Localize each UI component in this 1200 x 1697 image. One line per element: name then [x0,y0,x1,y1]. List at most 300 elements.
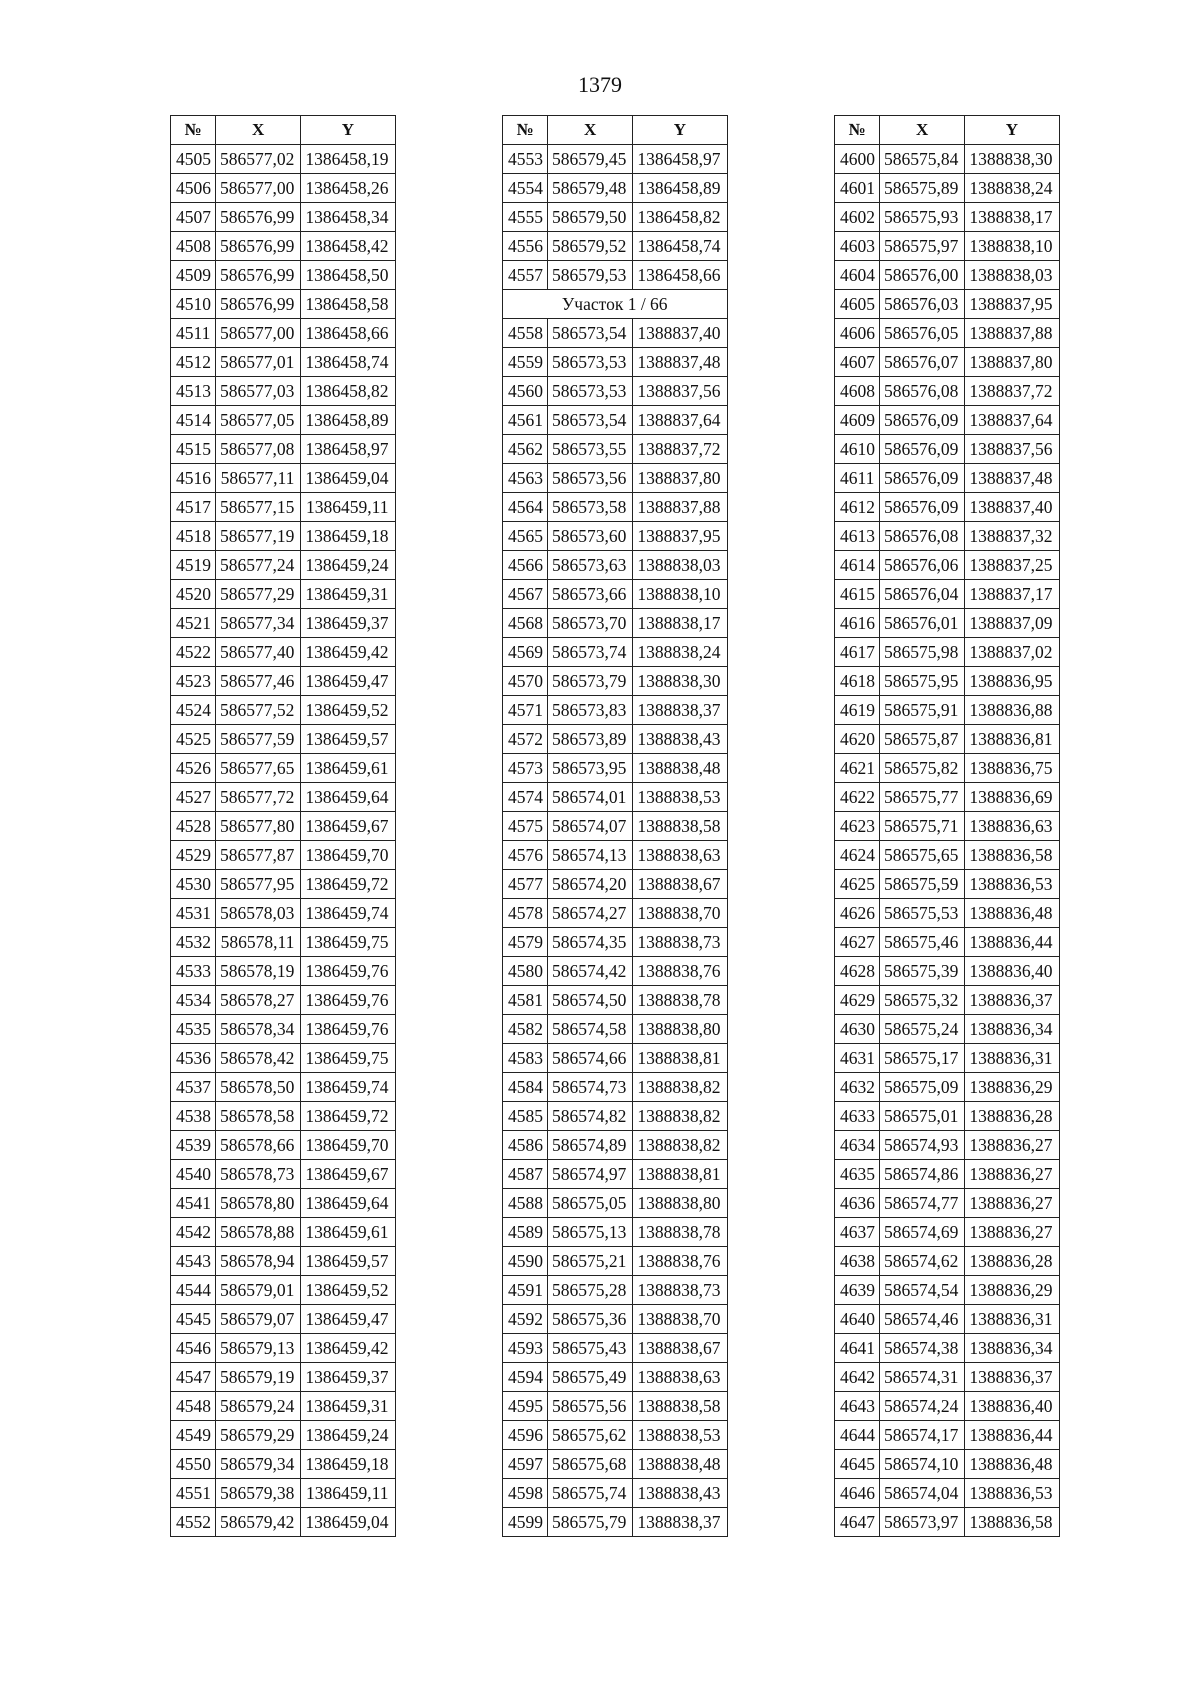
y-coordinate-cell: 1386459,75 [301,928,395,957]
x-coordinate-cell: 586579,50 [548,203,633,232]
y-coordinate-cell: 1388838,82 [633,1102,727,1131]
table-row [171,290,396,319]
y-coordinate-cell: 1388838,24 [633,638,727,667]
table-row [503,957,728,986]
table-row [171,1421,396,1450]
x-coordinate-cell: 586577,00 [216,319,301,348]
point-number-cell: 4585 [503,1102,548,1131]
table-row [503,783,728,812]
table-row [171,319,396,348]
x-coordinate-cell: 586579,42 [216,1508,301,1537]
y-coordinate-cell: 1388838,53 [633,1421,727,1450]
x-coordinate-cell: 586576,05 [880,319,965,348]
point-number-cell: 4541 [171,1189,216,1218]
table-row [503,1015,728,1044]
x-coordinate-cell: 586573,66 [548,580,633,609]
point-number-cell: 4509 [171,261,216,290]
x-coordinate-cell: 586577,01 [216,348,301,377]
table-row [835,1160,1060,1189]
point-number-cell: 4600 [835,145,880,174]
table-row [503,986,728,1015]
point-number-cell: 4598 [503,1479,548,1508]
y-coordinate-cell: 1388836,53 [965,870,1059,899]
point-number-cell: 4519 [171,551,216,580]
y-coordinate-cell: 1386458,26 [301,174,395,203]
point-number-cell: 4545 [171,1305,216,1334]
table-row [835,1102,1060,1131]
x-coordinate-cell: 586574,10 [880,1450,965,1479]
point-number-cell: 4566 [503,551,548,580]
x-coordinate-cell: 586576,01 [880,609,965,638]
x-coordinate-cell: 586574,66 [548,1044,633,1073]
table-row [835,348,1060,377]
y-coordinate-cell: 1386458,89 [301,406,395,435]
table-row [171,841,396,870]
table-row [835,754,1060,783]
y-coordinate-cell: 1386459,18 [301,1450,395,1479]
point-number-cell: 4571 [503,696,548,725]
x-coordinate-cell: 586578,80 [216,1189,301,1218]
table-row [503,1363,728,1392]
x-coordinate-cell: 586577,11 [216,464,301,493]
x-coordinate-cell: 586573,55 [548,435,633,464]
table-row [503,232,728,261]
table-header-row [171,116,396,145]
point-number-cell: 4584 [503,1073,548,1102]
x-coordinate-cell: 586575,97 [880,232,965,261]
x-coordinate-cell: 586576,07 [880,348,965,377]
table-row [503,1305,728,1334]
table-row [835,957,1060,986]
point-number-cell: 4586 [503,1131,548,1160]
table-row [171,377,396,406]
table-row [835,1363,1060,1392]
x-coordinate-cell: 586575,84 [880,145,965,174]
x-coordinate-cell: 586575,93 [880,203,965,232]
point-number-cell: 4628 [835,957,880,986]
point-number-cell: 4520 [171,580,216,609]
table-row [503,551,728,580]
table-row [171,232,396,261]
point-number-cell: 4587 [503,1160,548,1189]
column-header-x: X [548,116,633,145]
y-coordinate-cell: 1388838,80 [633,1015,727,1044]
table-row [171,1305,396,1334]
point-number-cell: 4630 [835,1015,880,1044]
y-coordinate-cell: 1388838,48 [633,1450,727,1479]
point-number-cell: 4533 [171,957,216,986]
x-coordinate-cell: 586577,59 [216,725,301,754]
y-coordinate-cell: 1386458,82 [633,203,727,232]
y-coordinate-cell: 1388837,88 [633,493,727,522]
table-row [835,928,1060,957]
table-row [171,696,396,725]
x-coordinate-cell: 586574,38 [880,1334,965,1363]
table-row [835,464,1060,493]
x-coordinate-cell: 586574,77 [880,1189,965,1218]
table-row [835,406,1060,435]
x-coordinate-cell: 586575,21 [548,1247,633,1276]
x-coordinate-cell: 586577,34 [216,609,301,638]
y-coordinate-cell: 1388838,53 [633,783,727,812]
y-coordinate-cell: 1388837,95 [965,290,1059,319]
y-coordinate-cell: 1386458,74 [633,232,727,261]
y-coordinate-cell: 1388838,76 [633,957,727,986]
point-number-cell: 4517 [171,493,216,522]
y-coordinate-cell: 1386458,66 [301,319,395,348]
point-number-cell: 4606 [835,319,880,348]
x-coordinate-cell: 586575,91 [880,696,965,725]
table-row [503,1189,728,1218]
x-coordinate-cell: 586578,27 [216,986,301,1015]
table-row [835,232,1060,261]
y-coordinate-cell: 1388838,78 [633,986,727,1015]
x-coordinate-cell: 586573,54 [548,406,633,435]
x-coordinate-cell: 586573,53 [548,348,633,377]
point-number-cell: 4560 [503,377,548,406]
y-coordinate-cell: 1388836,63 [965,812,1059,841]
y-coordinate-cell: 1386459,37 [301,609,395,638]
table-row [835,1073,1060,1102]
point-number-cell: 4516 [171,464,216,493]
table-row [503,203,728,232]
y-coordinate-cell: 1386459,47 [301,1305,395,1334]
point-number-cell: 4626 [835,899,880,928]
y-coordinate-cell: 1388838,58 [633,812,727,841]
x-coordinate-cell: 586575,74 [548,1479,633,1508]
table-row [503,928,728,957]
x-coordinate-cell: 586579,38 [216,1479,301,1508]
y-coordinate-cell: 1386459,04 [301,464,395,493]
table-row [835,319,1060,348]
point-number-cell: 4577 [503,870,548,899]
point-number-cell: 4508 [171,232,216,261]
point-number-cell: 4521 [171,609,216,638]
y-coordinate-cell: 1388836,53 [965,1479,1059,1508]
y-coordinate-cell: 1388836,40 [965,1392,1059,1421]
column-header-y: Y [965,116,1059,145]
y-coordinate-cell: 1386459,04 [301,1508,395,1537]
table-row [171,261,396,290]
table-row [835,696,1060,725]
x-coordinate-cell: 586577,52 [216,696,301,725]
table-header-row [835,116,1060,145]
y-coordinate-cell: 1386458,50 [301,261,395,290]
x-coordinate-cell: 586579,13 [216,1334,301,1363]
y-coordinate-cell: 1388836,31 [965,1044,1059,1073]
point-number-cell: 4576 [503,841,548,870]
table-row [503,1044,728,1073]
table-row [171,1189,396,1218]
y-coordinate-cell: 1386459,70 [301,841,395,870]
table-row [171,638,396,667]
point-number-cell: 4605 [835,290,880,319]
point-number-cell: 4646 [835,1479,880,1508]
table-row [835,1131,1060,1160]
point-number-cell: 4561 [503,406,548,435]
y-coordinate-cell: 1388837,25 [965,551,1059,580]
y-coordinate-cell: 1388838,70 [633,1305,727,1334]
y-coordinate-cell: 1388837,56 [633,377,727,406]
x-coordinate-cell: 586575,05 [548,1189,633,1218]
table-row [171,957,396,986]
x-coordinate-cell: 586576,09 [880,464,965,493]
x-coordinate-cell: 586574,13 [548,841,633,870]
point-number-cell: 4601 [835,174,880,203]
x-coordinate-cell: 586579,29 [216,1421,301,1450]
x-coordinate-cell: 586576,09 [880,406,965,435]
point-number-cell: 4539 [171,1131,216,1160]
point-number-cell: 4635 [835,1160,880,1189]
x-coordinate-cell: 586579,01 [216,1276,301,1305]
table-row [503,406,728,435]
x-coordinate-cell: 586574,69 [880,1218,965,1247]
y-coordinate-cell: 1388836,69 [965,783,1059,812]
x-coordinate-cell: 586575,56 [548,1392,633,1421]
table-row [835,435,1060,464]
coordinate-table-right [834,115,1060,1537]
table-row [503,493,728,522]
table-row [835,638,1060,667]
y-coordinate-cell: 1388836,27 [965,1218,1059,1247]
x-coordinate-cell: 586578,58 [216,1102,301,1131]
point-number-cell: 4632 [835,1073,880,1102]
y-coordinate-cell: 1388838,67 [633,1334,727,1363]
point-number-cell: 4580 [503,957,548,986]
y-coordinate-cell: 1388836,34 [965,1015,1059,1044]
point-number-cell: 4522 [171,638,216,667]
y-coordinate-cell: 1388836,28 [965,1247,1059,1276]
table-row [171,551,396,580]
x-coordinate-cell: 586579,53 [548,261,633,290]
table-row [835,290,1060,319]
table-row [503,841,728,870]
y-coordinate-cell: 1386458,82 [301,377,395,406]
table-row [171,812,396,841]
point-number-cell: 4637 [835,1218,880,1247]
y-coordinate-cell: 1386458,66 [633,261,727,290]
y-coordinate-cell: 1386459,11 [301,493,395,522]
point-number-cell: 4620 [835,725,880,754]
point-number-cell: 4550 [171,1450,216,1479]
x-coordinate-cell: 586578,03 [216,899,301,928]
point-number-cell: 4611 [835,464,880,493]
point-number-cell: 4578 [503,899,548,928]
point-number-cell: 4623 [835,812,880,841]
point-number-cell: 4540 [171,1160,216,1189]
point-number-cell: 4537 [171,1073,216,1102]
x-coordinate-cell: 586577,15 [216,493,301,522]
x-coordinate-cell: 586574,82 [548,1102,633,1131]
point-number-cell: 4574 [503,783,548,812]
y-coordinate-cell: 1386459,18 [301,522,395,551]
x-coordinate-cell: 586578,50 [216,1073,301,1102]
point-number-cell: 4624 [835,841,880,870]
y-coordinate-cell: 1388836,28 [965,1102,1059,1131]
y-coordinate-cell: 1388838,78 [633,1218,727,1247]
table-row [171,1479,396,1508]
column-header-y: Y [301,116,395,145]
point-number-cell: 4604 [835,261,880,290]
point-number-cell: 4556 [503,232,548,261]
y-coordinate-cell: 1388838,30 [633,667,727,696]
x-coordinate-cell: 586576,08 [880,377,965,406]
x-coordinate-cell: 586576,04 [880,580,965,609]
table-row [835,841,1060,870]
x-coordinate-cell: 586573,70 [548,609,633,638]
point-number-cell: 4529 [171,841,216,870]
point-number-cell: 4562 [503,435,548,464]
table-row [171,203,396,232]
y-coordinate-cell: 1388838,67 [633,870,727,899]
point-number-cell: 4575 [503,812,548,841]
y-coordinate-cell: 1388838,24 [965,174,1059,203]
point-number-cell: 4619 [835,696,880,725]
x-coordinate-cell: 586577,72 [216,783,301,812]
x-coordinate-cell: 586574,97 [548,1160,633,1189]
point-number-cell: 4525 [171,725,216,754]
y-coordinate-cell: 1386459,57 [301,1247,395,1276]
table-row [503,1218,728,1247]
x-coordinate-cell: 586577,08 [216,435,301,464]
x-coordinate-cell: 586578,88 [216,1218,301,1247]
table-row [503,1276,728,1305]
y-coordinate-cell: 1388838,81 [633,1044,727,1073]
y-coordinate-cell: 1386458,74 [301,348,395,377]
x-coordinate-cell: 586577,02 [216,145,301,174]
point-number-cell: 4514 [171,406,216,435]
point-number-cell: 4642 [835,1363,880,1392]
column-header-number: № [503,116,548,145]
x-coordinate-cell: 586574,07 [548,812,633,841]
y-coordinate-cell: 1386458,97 [301,435,395,464]
x-coordinate-cell: 586577,80 [216,812,301,841]
x-coordinate-cell: 586577,65 [216,754,301,783]
table-row [503,1334,728,1363]
y-coordinate-cell: 1386459,57 [301,725,395,754]
y-coordinate-cell: 1388836,29 [965,1073,1059,1102]
table-row [835,1450,1060,1479]
x-coordinate-cell: 586577,29 [216,580,301,609]
y-coordinate-cell: 1386459,42 [301,1334,395,1363]
column-header-y: Y [633,116,727,145]
y-coordinate-cell: 1388836,44 [965,1421,1059,1450]
table-row [503,1421,728,1450]
table-row [171,1102,396,1131]
x-coordinate-cell: 586573,58 [548,493,633,522]
y-coordinate-cell: 1388838,82 [633,1131,727,1160]
point-number-cell: 4638 [835,1247,880,1276]
table-row [835,1508,1060,1537]
table-row [835,870,1060,899]
x-coordinate-cell: 586575,32 [880,986,965,1015]
table-row [171,522,396,551]
y-coordinate-cell: 1388836,88 [965,696,1059,725]
table-row [835,667,1060,696]
point-number-cell: 4572 [503,725,548,754]
y-coordinate-cell: 1388838,17 [965,203,1059,232]
table-row [171,1218,396,1247]
point-number-cell: 4595 [503,1392,548,1421]
table-row [171,406,396,435]
table-row [171,1160,396,1189]
x-coordinate-cell: 586576,09 [880,493,965,522]
y-coordinate-cell: 1386459,24 [301,1421,395,1450]
y-coordinate-cell: 1388836,40 [965,957,1059,986]
x-coordinate-cell: 586575,36 [548,1305,633,1334]
x-coordinate-cell: 586577,40 [216,638,301,667]
x-coordinate-cell: 586573,74 [548,638,633,667]
table-row [171,1334,396,1363]
y-coordinate-cell: 1388836,29 [965,1276,1059,1305]
point-number-cell: 4535 [171,1015,216,1044]
point-number-cell: 4614 [835,551,880,580]
x-coordinate-cell: 586574,89 [548,1131,633,1160]
y-coordinate-cell: 1386459,11 [301,1479,395,1508]
point-number-cell: 4506 [171,174,216,203]
y-coordinate-cell: 1388837,09 [965,609,1059,638]
x-coordinate-cell: 586579,52 [548,232,633,261]
y-coordinate-cell: 1388838,10 [633,580,727,609]
y-coordinate-cell: 1386459,72 [301,1102,395,1131]
x-coordinate-cell: 586575,39 [880,957,965,986]
y-coordinate-cell: 1386459,37 [301,1363,395,1392]
coordinate-table-middle [502,115,728,1537]
y-coordinate-cell: 1386459,42 [301,638,395,667]
x-coordinate-cell: 586574,04 [880,1479,965,1508]
point-number-cell: 4593 [503,1334,548,1363]
table-row [171,1131,396,1160]
table-row [171,899,396,928]
point-number-cell: 4629 [835,986,880,1015]
y-coordinate-cell: 1388838,10 [965,232,1059,261]
table-row [835,145,1060,174]
x-coordinate-cell: 586574,73 [548,1073,633,1102]
table-row [503,1160,728,1189]
table-row [171,174,396,203]
column-header-x: X [216,116,301,145]
x-coordinate-cell: 586575,53 [880,899,965,928]
x-coordinate-cell: 586575,98 [880,638,965,667]
point-number-cell: 4590 [503,1247,548,1276]
coordinate-table-left [170,115,396,1537]
point-number-cell: 4552 [171,1508,216,1537]
table-row [835,899,1060,928]
point-number-cell: 4636 [835,1189,880,1218]
point-number-cell: 4603 [835,232,880,261]
x-coordinate-cell: 586573,97 [880,1508,965,1537]
point-number-cell: 4563 [503,464,548,493]
table-row [171,1508,396,1537]
x-coordinate-cell: 586575,82 [880,754,965,783]
table-row [503,1508,728,1537]
point-number-cell: 4609 [835,406,880,435]
y-coordinate-cell: 1386459,76 [301,986,395,1015]
table-row [503,725,728,754]
point-number-cell: 4505 [171,145,216,174]
x-coordinate-cell: 586573,60 [548,522,633,551]
y-coordinate-cell: 1388838,48 [633,754,727,783]
point-number-cell: 4564 [503,493,548,522]
x-coordinate-cell: 586574,54 [880,1276,965,1305]
x-coordinate-cell: 586574,86 [880,1160,965,1189]
x-coordinate-cell: 586573,63 [548,551,633,580]
x-coordinate-cell: 586576,09 [880,435,965,464]
point-number-cell: 4532 [171,928,216,957]
table-row [503,754,728,783]
y-coordinate-cell: 1388838,30 [965,145,1059,174]
x-coordinate-cell: 586577,24 [216,551,301,580]
